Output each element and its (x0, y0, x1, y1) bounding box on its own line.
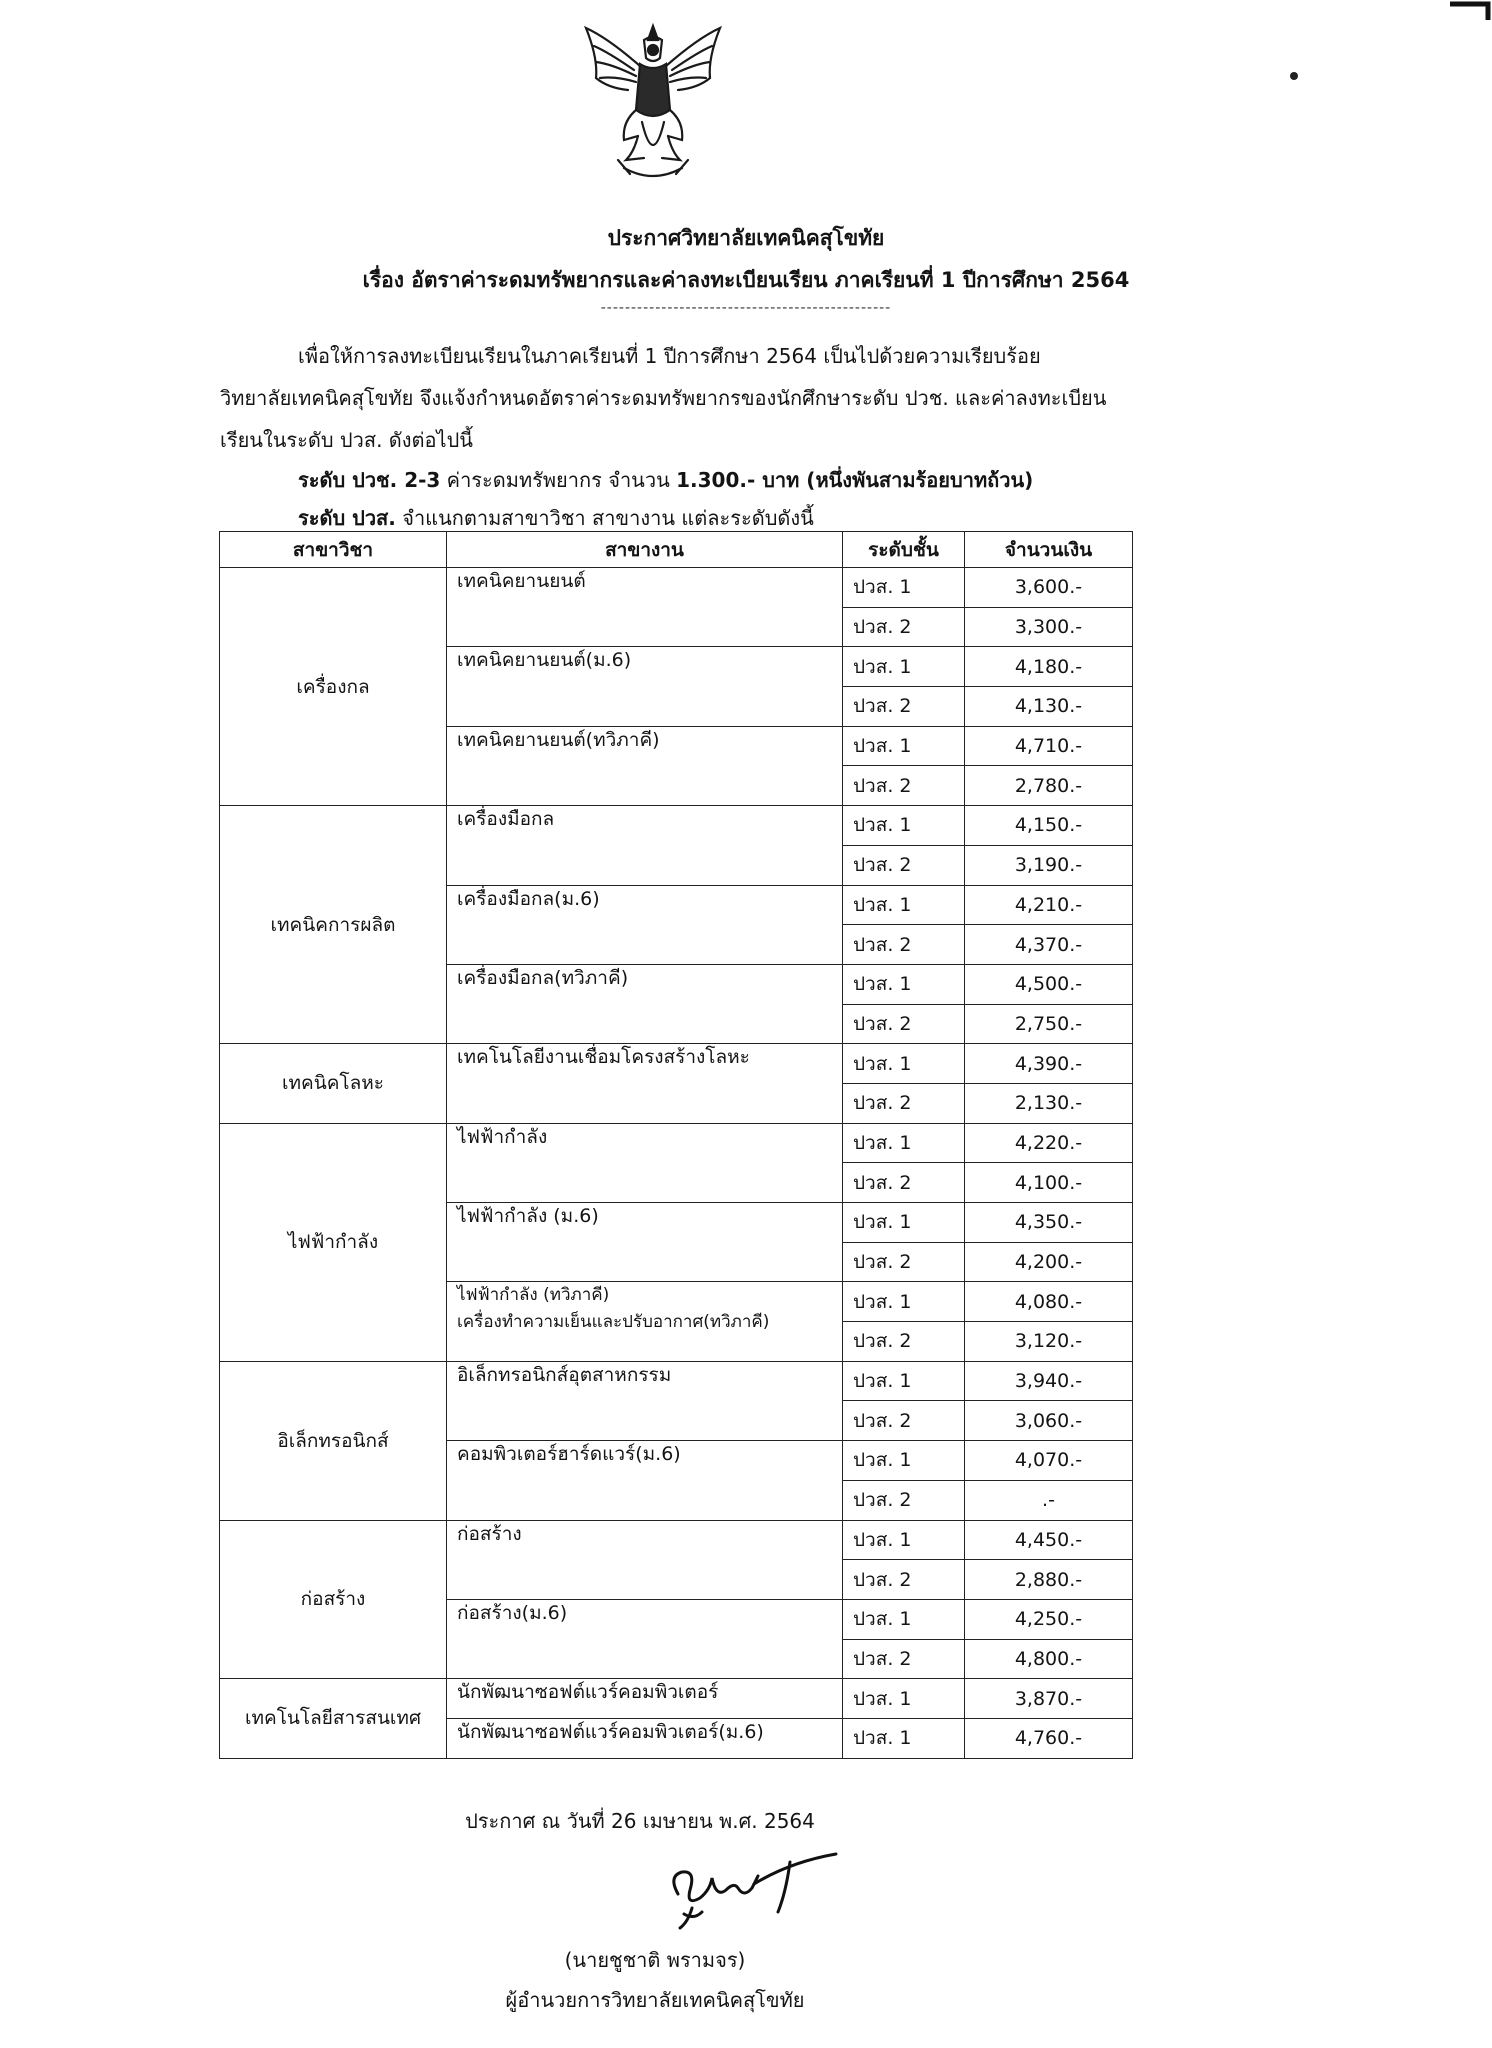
announcement-subject: เรื่อง อัตราค่าระดมทรัพยากรและค่าลงทะเบียนเรียน ภาคเรียนที่ 1 ปีการศึกษา 2564 (362, 268, 1130, 292)
table-row (220, 1679, 1133, 1719)
level-cell: ปวส. 1 (843, 1044, 965, 1084)
amount-cell: 4,800.- (965, 1639, 1133, 1679)
field-name-line: เครื่องมือกล(ทวิภาคี) (457, 966, 629, 989)
field-name-line: เทคนิคยานยนต์ (457, 570, 586, 592)
field-cell (447, 1520, 843, 1599)
amount-cell: 3,120.- (965, 1322, 1133, 1362)
field-name-line: ไฟฟ้ากำลัง (ทวิภาคี) (457, 1285, 610, 1306)
header-level: ระดับชั้น (843, 532, 965, 568)
hvc-level-label: ระดับ ปวส. (298, 506, 396, 530)
garuda-emblem-icon (578, 18, 728, 188)
field-name-line: อิเล็กทรอนิกส์อุตสาหกรรม (457, 1363, 672, 1386)
level-cell: ปวส. 2 (843, 845, 965, 885)
amount-cell: 4,200.- (965, 1242, 1133, 1282)
amount-cell: 3,600.- (965, 568, 1133, 608)
signature-icon (640, 1832, 840, 1932)
field-name-line: เครื่องมือกล(ม.6) (457, 887, 600, 910)
level-cell: ปวส. 1 (843, 1520, 965, 1560)
field-cell (447, 1599, 843, 1678)
signer-position: ผู้อำนวยการวิทยาลัยเทคนิคสุโขทัย (505, 1988, 805, 2012)
amount-cell: 4,100.- (965, 1163, 1133, 1203)
field-cell (447, 568, 843, 647)
major-cell: ไฟฟ้ากำลัง (220, 1123, 447, 1361)
level-cell: ปวส. 2 (843, 1639, 965, 1679)
announcement-date: ประกาศ ณ วันที่ 26 เมษายน พ.ศ. 2564 (465, 1809, 815, 1833)
amount-cell: 4,450.- (965, 1520, 1133, 1560)
amount-cell: 4,150.- (965, 806, 1133, 846)
amount-cell: 4,250.- (965, 1599, 1133, 1639)
field-cell (447, 1718, 843, 1758)
level-cell: ปวส. 1 (843, 1441, 965, 1481)
amount-cell: 3,940.- (965, 1361, 1133, 1401)
announcement-title: ประกาศวิทยาลัยเทคนิคสุโขทัย (607, 226, 885, 250)
major-cell: อิเล็กทรอนิกส์ (220, 1361, 447, 1520)
field-name-line: ไฟฟ้ากำลัง (457, 1125, 548, 1148)
field-cell (447, 1123, 843, 1202)
level-cell: ปวส. 1 (843, 726, 965, 766)
pvc-fee-line (298, 464, 1033, 496)
field-cell (447, 726, 843, 805)
amount-cell: .- (965, 1480, 1133, 1520)
field-cell (447, 885, 843, 964)
field-name-line: ก่อสร้าง(ม.6) (457, 1601, 568, 1624)
field-cell (447, 964, 843, 1043)
header-major: สาขาวิชา (220, 532, 447, 568)
table-row (220, 568, 1133, 608)
field-cell (447, 647, 843, 726)
level-cell: ปวส. 2 (843, 1163, 965, 1203)
ink-dot-icon (1290, 72, 1298, 80)
amount-cell: 3,060.- (965, 1401, 1133, 1441)
level-cell: ปวส. 1 (843, 806, 965, 846)
major-cell: เทคนิคการผลิต (220, 806, 447, 1044)
amount-cell: 2,130.- (965, 1083, 1133, 1123)
field-cell (447, 1282, 843, 1361)
field-name-line: เครื่องทำความเย็นและปรับอากาศ(ทวิภาคี) (457, 1312, 770, 1333)
hvc-fee-text: จำแนกตามสาขาวิชา สาขางาน แต่ละระดับดังนี้ (395, 506, 814, 530)
amount-cell: 3,870.- (965, 1679, 1133, 1719)
pvc-fee-amount: 1.300.- บาท (หนึ่งพันสามร้อยบาทถ้วน) (676, 468, 1034, 492)
level-cell: ปวส. 2 (843, 766, 965, 806)
amount-cell: 4,350.- (965, 1203, 1133, 1243)
level-cell: ปวส. 2 (843, 1083, 965, 1123)
header-field: สาขางาน (447, 532, 843, 568)
field-cell (447, 806, 843, 885)
field-cell (447, 1044, 843, 1123)
field-name-line: นักพัฒนาซอฟต์แวร์คอมพิวเตอร์ (457, 1681, 719, 1704)
table-row (220, 1123, 1133, 1163)
major-cell: เทคโนโลยีสารสนเทศ (220, 1679, 447, 1758)
field-name-line: คอมพิวเตอร์ฮาร์ดแวร์(ม.6) (457, 1443, 681, 1466)
field-name-line: เทคนิคยานยนต์(ม.6) (457, 649, 632, 672)
major-cell: ก่อสร้าง (220, 1520, 447, 1679)
amount-cell: 4,370.- (965, 925, 1133, 965)
table-row (220, 1044, 1133, 1084)
pvc-fee-text: ค่าระดมทรัพยากร จำนวน (440, 468, 677, 492)
field-name-line: นักพัฒนาซอฟต์แวร์คอมพิวเตอร์(ม.6) (457, 1720, 764, 1743)
level-cell: ปวส. 1 (843, 1203, 965, 1243)
level-cell: ปวส. 1 (843, 647, 965, 687)
hvc-fee-line (298, 502, 814, 534)
level-cell: ปวส. 2 (843, 1480, 965, 1520)
level-cell: ปวส. 2 (843, 1004, 965, 1044)
level-cell: ปวส. 2 (843, 925, 965, 965)
amount-cell: 4,710.- (965, 726, 1133, 766)
level-cell: ปวส. 2 (843, 1560, 965, 1600)
field-cell (447, 1441, 843, 1520)
level-cell: ปวส. 1 (843, 964, 965, 1004)
amount-cell: 4,500.- (965, 964, 1133, 1004)
level-cell: ปวส. 1 (843, 1282, 965, 1322)
field-cell (447, 1203, 843, 1282)
amount-cell: 4,070.- (965, 1441, 1133, 1481)
level-cell: ปวส. 2 (843, 1242, 965, 1282)
separator-line: ------------------------------------------------ (600, 300, 892, 316)
level-cell: ปวส. 2 (843, 1401, 965, 1441)
field-name-line: ไฟฟ้ากำลัง (ม.6) (457, 1205, 599, 1227)
amount-cell: 4,390.- (965, 1044, 1133, 1084)
level-cell: ปวส. 2 (843, 607, 965, 647)
level-cell: ปวส. 1 (843, 1718, 965, 1758)
field-cell (447, 1361, 843, 1440)
major-cell: เทคนิคโลหะ (220, 1044, 447, 1123)
amount-cell: 4,130.- (965, 687, 1133, 727)
field-name-line: ก่อสร้าง (457, 1522, 522, 1545)
level-cell: ปวส. 1 (843, 1361, 965, 1401)
table-row (220, 806, 1133, 846)
level-cell: ปวส. 1 (843, 1123, 965, 1163)
intro-paragraph-line-1: เพื่อให้การลงทะเบียนเรียนในภาคเรียนที่ 1 ปีการศึกษา 2564 เป็นไปด้วยความเรียบร้อย (298, 344, 1041, 368)
table-row (220, 1361, 1133, 1401)
level-cell: ปวส. 1 (843, 568, 965, 608)
amount-cell: 4,080.- (965, 1282, 1133, 1322)
table-header-row (220, 532, 1133, 568)
level-cell: ปวส. 2 (843, 687, 965, 727)
amount-cell: 4,220.- (965, 1123, 1133, 1163)
field-name-line: เทคนิคยานยนต์(ทวิภาคี) (457, 728, 660, 751)
intro-paragraph-line-2: วิทยาลัยเทคนิคสุโขทัย จึงแจ้งกำหนดอัตราค่าระดมทรัพยากรของนักศึกษาระดับ ปวช. และค่าลงทะเบียน (220, 386, 1107, 410)
level-cell: ปวส. 1 (843, 1599, 965, 1639)
field-name-line: เทคโนโลยีงานเชื่อมโครงสร้างโลหะ (457, 1046, 750, 1069)
amount-cell: 4,760.- (965, 1718, 1133, 1758)
table-row (220, 1520, 1133, 1560)
field-name-line: เครื่องมือกล (457, 808, 555, 831)
header-amount: จำนวนเงิน (965, 532, 1133, 568)
amount-cell: 4,210.- (965, 885, 1133, 925)
fee-table-body (220, 568, 1133, 1759)
amount-cell: 2,750.- (965, 1004, 1133, 1044)
amount-cell: 3,190.- (965, 845, 1133, 885)
corner-bracket-icon (1448, 0, 1492, 22)
amount-cell: 2,880.- (965, 1560, 1133, 1600)
amount-cell: 4,180.- (965, 647, 1133, 687)
amount-cell: 2,780.- (965, 766, 1133, 806)
level-cell: ปวส. 2 (843, 1322, 965, 1362)
fee-table (219, 531, 1133, 1759)
level-cell: ปวส. 1 (843, 885, 965, 925)
level-cell: ปวส. 1 (843, 1679, 965, 1719)
signer-name: (นายชูชาติ พรามจร) (564, 1948, 746, 1972)
field-cell (447, 1679, 843, 1719)
intro-paragraph-line-3: เรียนในระดับ ปวส. ดังต่อไปนี้ (220, 428, 473, 452)
major-cell: เครื่องกล (220, 568, 447, 806)
pvc-level-label: ระดับ ปวช. 2-3 (298, 468, 441, 492)
amount-cell: 3,300.- (965, 607, 1133, 647)
